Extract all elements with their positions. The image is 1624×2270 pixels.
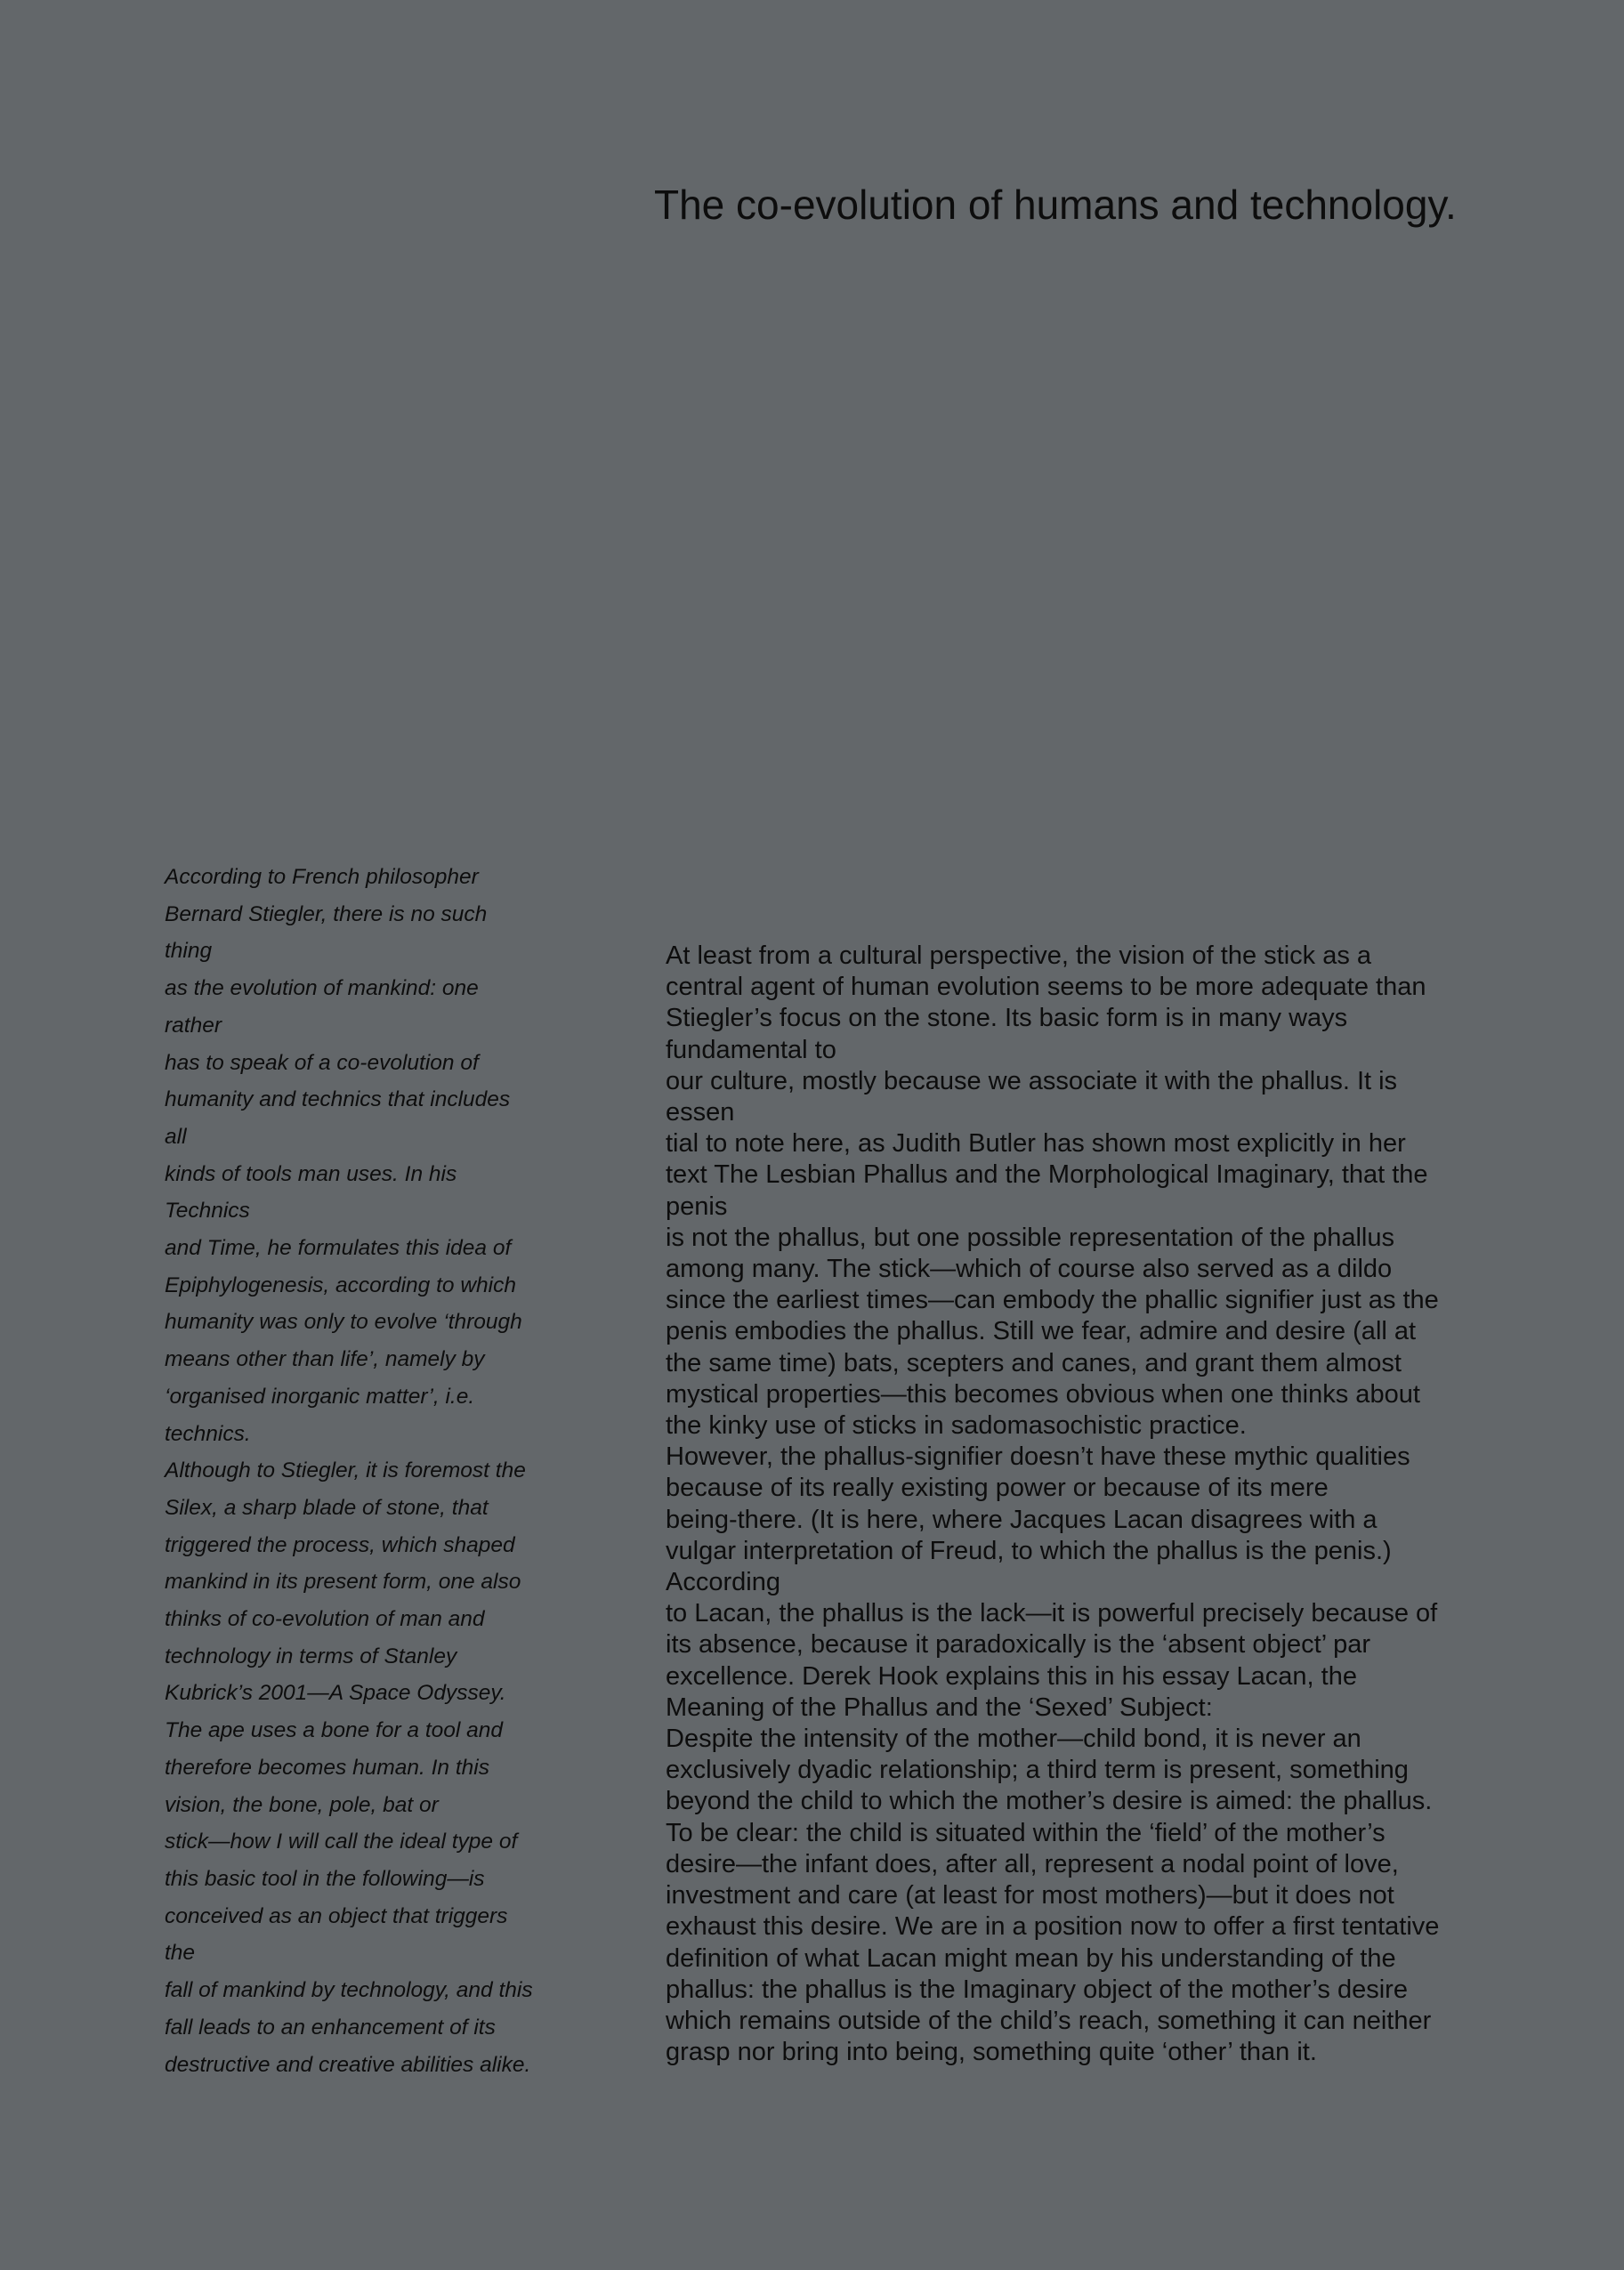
sidebar-line: Silex, a sharp blade of stone, that [165,1495,489,1520]
sidebar-line: thing [165,939,213,964]
body-line: desire—the infant does, after all, represent a nodal point of love, [666,1849,1399,1878]
sidebar-line: fall leads to an enhancement of its [165,2015,496,2040]
sidebar-line: has to speak of a co-evolution of [165,1050,479,1075]
sidebar-line: Although to Stiegler, it is foremost the [165,1458,526,1483]
body-line: To be clear: the child is situated within the ‘field’ of the mother’s [666,1818,1386,1847]
sidebar-line: vision, the bone, pole, bat or [165,1792,439,1817]
sidebar-text [165,859,547,2083]
body-line: exclusively dyadic relationship; a third term is present, something [666,1756,1409,1785]
body-line: central agent of human evolution seems to be more adequate than [666,973,1426,1002]
sidebar-line: Epiphylogenesis, according to which [165,1272,516,1297]
body-line: mystical properties—this becomes obvious when one thinks about [666,1379,1420,1409]
sidebar-line: technics. [165,1421,251,1446]
body-line: the same time) bats, scepters and canes, and grant them almost [666,1348,1402,1377]
sidebar-line: therefore becomes human. In this [165,1755,489,1780]
body-line: Stiegler’s focus on the stone. Its basic form is in many ways [666,1004,1348,1033]
body-line: Meaning of the Phallus and the ‘Sexed’ Subject: [666,1692,1213,1722]
body-line: essen [666,1098,735,1127]
sidebar-line: According to French philosopher [165,865,479,889]
body-line: fundamental to [666,1035,836,1064]
sidebar-line: ‘organised inorganic matter’, i.e. [165,1384,475,1409]
sidebar-line: conceived as an object that triggers [165,1903,508,1928]
sidebar-line: means other than life’, namely by [165,1347,485,1372]
body-line: vulgar interpretation of Freud, to which the phallus is the penis.) [666,1536,1392,1565]
sidebar-line: as the evolution of mankind: one [165,976,479,1001]
body-line: penis embodies the phallus. Still we fear, admire and desire (all at [666,1317,1417,1346]
sidebar-line: The ape uses a bone for a tool and [165,1718,504,1743]
sidebar-line: mankind in its present form, one also [165,1570,521,1595]
sidebar-line: and Time, he formulates this idea of [165,1236,512,1261]
body-line: beyond the child to which the mother’s desire is aimed: the phallus. [666,1787,1433,1816]
body-line: phallus: the phallus is the Imaginary object of the mother’s desire [666,1975,1408,2004]
page-title: The co-evolution of humans and technology. [654,182,1457,228]
body-line: the kinky use of sticks in sadomasochistic practice. [666,1411,1247,1441]
sidebar-line: the [165,1941,196,1966]
sidebar-line: Bernard Stiegler, there is no such [165,901,488,926]
body-line: text The Lesbian Phallus and the Morphological Imaginary, that the [666,1160,1428,1190]
sidebar-line: humanity was only to evolve ‘through [165,1310,522,1335]
sidebar-line: Technics [165,1199,250,1224]
body-line: At least from a cultural perspective, the vision of the stick as a [666,941,1372,970]
sidebar-line: this basic tool in the following—is [165,1866,485,1891]
sidebar-line: Kubrick’s 2001—A Space Odyssey. [165,1681,506,1706]
sidebar-line: all [165,1124,187,1149]
body-line: since the earliest times—can embody the phallic signifier just as the [666,1286,1439,1315]
body-line: being-there. (It is here, where Jacques Lacan disagrees with a [666,1505,1378,1534]
body-line: penis [666,1192,728,1221]
body-text [666,941,1466,2068]
sidebar-line: humanity and technics that includes [165,1087,511,1112]
body-line: However, the phallus-signifier doesn’t have these mythic qualities [666,1442,1410,1472]
body-line: is not the phallus, but one possible representation of the phallus [666,1223,1394,1252]
body-line: definition of what Lacan might mean by his understanding of the [666,1943,1396,1973]
sidebar-line: triggered the process, which shaped [165,1532,515,1557]
sidebar-line: fall of mankind by technology, and this [165,1978,533,2003]
body-line: which remains outside of the child’s reach, something it can neither [666,2006,1432,2035]
sidebar-line: technology in terms of Stanley [165,1644,457,1668]
sidebar-line: thinks of co-evolution of man and [165,1607,485,1632]
body-line: because of its really existing power or because of its mere [666,1474,1329,1503]
body-line: its absence, because it paradoxically is the ‘absent object’ par [666,1630,1371,1660]
body-line: grasp nor bring into being, something quite ‘other’ than it. [666,2038,1317,2067]
body-line: exhaust this desire. We are in a position now to offer a first tentative [666,1912,1440,1942]
body-line: to Lacan, the phallus is the lack—it is powerful precisely because of [666,1599,1438,1628]
body-line: tial to note here, as Judith Butler has shown most explicitly in her [666,1129,1406,1159]
body-line: investment and care (at least for most mothers)—but it does not [666,1881,1394,1911]
sidebar-line: destructive and creative abilities alike. [165,2052,531,2077]
body-line: among many. The stick—which of course also served as a dildo [666,1255,1393,1284]
body-line: our culture, mostly because we associate it with the phallus. It is [666,1066,1398,1095]
sidebar-line: kinds of tools man uses. In his [165,1161,457,1186]
body-line: excellence. Derek Hook explains this in his essay Lacan, the [666,1661,1357,1691]
body-line: Despite the intensity of the mother—child bond, it is never an [666,1725,1361,1754]
body-line: According [666,1568,780,1597]
sidebar-line: rather [165,1013,222,1038]
sidebar-line: stick—how I will call the ideal type of [165,1830,518,1854]
